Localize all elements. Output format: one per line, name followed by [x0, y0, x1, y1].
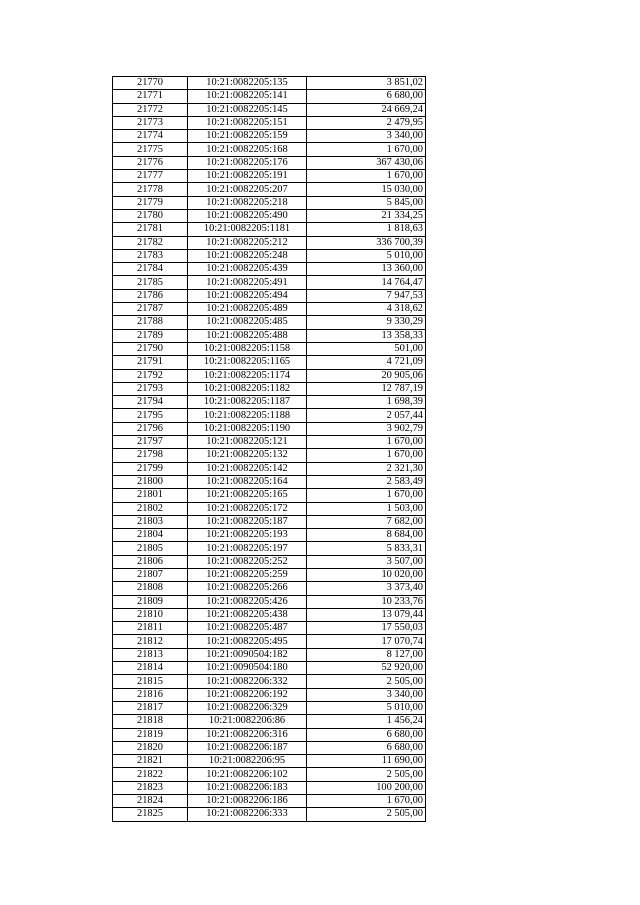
- cadastral-number-cell: 10:21:0082205:1174: [188, 369, 307, 382]
- row-number-cell: 21814: [113, 662, 188, 675]
- row-number-cell: 21786: [113, 289, 188, 302]
- cadastral-number-cell: 10:21:0082206:183: [188, 781, 307, 794]
- row-number-cell: 21808: [113, 582, 188, 595]
- value-cell: 367 430,06: [307, 156, 426, 169]
- value-cell: 5 010,00: [307, 249, 426, 262]
- row-number-cell: 21804: [113, 529, 188, 542]
- cadastral-number-cell: 10:21:0082205:132: [188, 449, 307, 462]
- value-cell: 17 070,74: [307, 635, 426, 648]
- row-number-cell: 21776: [113, 156, 188, 169]
- cadastral-number-cell: 10:21:0082205:121: [188, 436, 307, 449]
- value-cell: 14 764,47: [307, 276, 426, 289]
- table-row: [113, 555, 426, 568]
- cadastral-number-cell: 10:21:0082206:333: [188, 808, 307, 821]
- row-number-cell: 21795: [113, 409, 188, 422]
- row-number-cell: 21789: [113, 329, 188, 342]
- table-row: [113, 156, 426, 169]
- cadastral-number-cell: 10:21:0082205:494: [188, 289, 307, 302]
- value-cell: 13 079,44: [307, 608, 426, 621]
- value-cell: 336 700,39: [307, 236, 426, 249]
- cadastral-number-cell: 10:21:0082205:141: [188, 90, 307, 103]
- table-row: [113, 648, 426, 661]
- table-row: [113, 143, 426, 156]
- cadastral-number-cell: 10:21:0082205:487: [188, 622, 307, 635]
- value-cell: 8 127,00: [307, 648, 426, 661]
- row-number-cell: 21813: [113, 648, 188, 661]
- cadastral-number-cell: 10:21:0082206:332: [188, 675, 307, 688]
- row-number-cell: 21816: [113, 688, 188, 701]
- value-cell: 9 330,29: [307, 316, 426, 329]
- value-cell: 8 684,00: [307, 529, 426, 542]
- table-row: [113, 728, 426, 741]
- value-cell: 52 920,00: [307, 662, 426, 675]
- row-number-cell: 21809: [113, 595, 188, 608]
- cadastral-number-cell: 10:21:0082206:192: [188, 688, 307, 701]
- cadastral-number-cell: 10:21:0082205:145: [188, 103, 307, 116]
- cadastral-number-cell: 10:21:0082206:186: [188, 795, 307, 808]
- value-cell: 15 030,00: [307, 183, 426, 196]
- cadastral-number-cell: 10:21:0082205:191: [188, 170, 307, 183]
- value-cell: 1 818,63: [307, 223, 426, 236]
- table-row: [113, 342, 426, 355]
- value-cell: 100 200,00: [307, 781, 426, 794]
- table-row: [113, 781, 426, 794]
- cadastral-number-cell: 10:21:0082205:438: [188, 608, 307, 621]
- table-row: [113, 369, 426, 382]
- row-number-cell: 21805: [113, 542, 188, 555]
- value-cell: 1 503,00: [307, 502, 426, 515]
- value-cell: 3 851,02: [307, 77, 426, 90]
- value-cell: 24 669,24: [307, 103, 426, 116]
- row-number-cell: 21797: [113, 436, 188, 449]
- cadastral-number-cell: 10:21:0082205:489: [188, 303, 307, 316]
- table-row: [113, 622, 426, 635]
- cadastral-number-cell: 10:21:0082205:164: [188, 475, 307, 488]
- cadastral-number-cell: 10:21:0082205:439: [188, 263, 307, 276]
- row-number-cell: 21793: [113, 382, 188, 395]
- table-row: [113, 249, 426, 262]
- table-row: [113, 688, 426, 701]
- cadastral-number-cell: 10:21:0090504:180: [188, 662, 307, 675]
- value-cell: 4 721,09: [307, 356, 426, 369]
- row-number-cell: 21775: [113, 143, 188, 156]
- row-number-cell: 21820: [113, 741, 188, 754]
- table-row: [113, 755, 426, 768]
- table-row: [113, 675, 426, 688]
- row-number-cell: 21794: [113, 396, 188, 409]
- cadastral-number-cell: 10:21:0082205:212: [188, 236, 307, 249]
- cadastral-number-cell: 10:21:0082205:151: [188, 116, 307, 129]
- row-number-cell: 21781: [113, 223, 188, 236]
- cadastral-number-cell: 10:21:0082205:1182: [188, 382, 307, 395]
- row-number-cell: 21812: [113, 635, 188, 648]
- table-row: [113, 595, 426, 608]
- row-number-cell: 21780: [113, 209, 188, 222]
- table-body: [113, 77, 426, 822]
- value-cell: 20 905,06: [307, 369, 426, 382]
- cadastral-number-cell: 10:21:0082205:1181: [188, 223, 307, 236]
- table-row: [113, 462, 426, 475]
- value-cell: 1 670,00: [307, 436, 426, 449]
- table-row: [113, 263, 426, 276]
- value-cell: 3 902,79: [307, 422, 426, 435]
- table-row: [113, 808, 426, 821]
- table-row: [113, 130, 426, 143]
- cadastral-number-cell: 10:21:0082205:426: [188, 595, 307, 608]
- value-cell: 7 682,00: [307, 515, 426, 528]
- row-number-cell: 21806: [113, 555, 188, 568]
- cadastral-number-cell: 10:21:0082205:491: [188, 276, 307, 289]
- cadastral-number-cell: 10:21:0082205:193: [188, 529, 307, 542]
- table-row: [113, 409, 426, 422]
- table-row: [113, 795, 426, 808]
- table-row: [113, 103, 426, 116]
- row-number-cell: 21823: [113, 781, 188, 794]
- table-row: [113, 382, 426, 395]
- value-cell: 6 680,00: [307, 741, 426, 754]
- cadastral-number-cell: 10:21:0082205:187: [188, 515, 307, 528]
- row-number-cell: 21788: [113, 316, 188, 329]
- table-row: [113, 449, 426, 462]
- cadastral-number-cell: 10:21:0082205:495: [188, 635, 307, 648]
- value-cell: 12 787,19: [307, 382, 426, 395]
- row-number-cell: 21821: [113, 755, 188, 768]
- value-cell: 2 321,30: [307, 462, 426, 475]
- table-row: [113, 223, 426, 236]
- value-cell: 2 505,00: [307, 675, 426, 688]
- value-cell: 2 057,44: [307, 409, 426, 422]
- row-number-cell: 21807: [113, 568, 188, 581]
- cadastral-value-table: [112, 76, 426, 822]
- cadastral-number-cell: 10:21:0082205:1165: [188, 356, 307, 369]
- value-cell: 11 690,00: [307, 755, 426, 768]
- table-row: [113, 196, 426, 209]
- value-cell: 3 507,00: [307, 555, 426, 568]
- cadastral-number-cell: 10:21:0082205:159: [188, 130, 307, 143]
- table-row: [113, 329, 426, 342]
- cadastral-number-cell: 10:21:0082205:168: [188, 143, 307, 156]
- value-cell: 1 670,00: [307, 489, 426, 502]
- cadastral-number-cell: 10:21:0082206:102: [188, 768, 307, 781]
- table-row: [113, 116, 426, 129]
- cadastral-number-cell: 10:21:0082206:316: [188, 728, 307, 741]
- cadastral-number-cell: 10:21:0082205:1187: [188, 396, 307, 409]
- row-number-cell: 21811: [113, 622, 188, 635]
- value-cell: 1 670,00: [307, 795, 426, 808]
- cadastral-number-cell: 10:21:0082205:172: [188, 502, 307, 515]
- value-cell: 4 318,62: [307, 303, 426, 316]
- row-number-cell: 21800: [113, 475, 188, 488]
- table-row: [113, 396, 426, 409]
- row-number-cell: 21796: [113, 422, 188, 435]
- table-row: [113, 701, 426, 714]
- table-row: [113, 515, 426, 528]
- row-number-cell: 21818: [113, 715, 188, 728]
- table-row: [113, 209, 426, 222]
- value-cell: 6 680,00: [307, 90, 426, 103]
- cadastral-number-cell: 10:21:0082205:259: [188, 568, 307, 581]
- cadastral-number-cell: 10:21:0082205:485: [188, 316, 307, 329]
- row-number-cell: 21810: [113, 608, 188, 621]
- cadastral-number-cell: 10:21:0082205:252: [188, 555, 307, 568]
- value-cell: 10 020,00: [307, 568, 426, 581]
- cadastral-number-cell: 10:21:0082205:165: [188, 489, 307, 502]
- cadastral-number-cell: 10:21:0082205:1190: [188, 422, 307, 435]
- table-row: [113, 90, 426, 103]
- value-cell: 3 340,00: [307, 130, 426, 143]
- value-cell: 2 479,95: [307, 116, 426, 129]
- table-row: [113, 635, 426, 648]
- value-cell: 3 340,00: [307, 688, 426, 701]
- row-number-cell: 21819: [113, 728, 188, 741]
- table-row: [113, 276, 426, 289]
- value-cell: 1 670,00: [307, 143, 426, 156]
- value-cell: 1 698,39: [307, 396, 426, 409]
- cadastral-number-cell: 10:21:0082205:176: [188, 156, 307, 169]
- row-number-cell: 21802: [113, 502, 188, 515]
- row-number-cell: 21792: [113, 369, 188, 382]
- row-number-cell: 21790: [113, 342, 188, 355]
- row-number-cell: 21798: [113, 449, 188, 462]
- row-number-cell: 21774: [113, 130, 188, 143]
- value-cell: 5 845,00: [307, 196, 426, 209]
- value-cell: 1 456,24: [307, 715, 426, 728]
- table-row: [113, 568, 426, 581]
- table-row: [113, 289, 426, 302]
- table-row: [113, 183, 426, 196]
- table-row: [113, 422, 426, 435]
- cadastral-number-cell: 10:21:0082205:218: [188, 196, 307, 209]
- value-cell: 1 670,00: [307, 170, 426, 183]
- table-row: [113, 436, 426, 449]
- row-number-cell: 21771: [113, 90, 188, 103]
- table-row: [113, 768, 426, 781]
- value-cell: 1 670,00: [307, 449, 426, 462]
- table-row: [113, 502, 426, 515]
- row-number-cell: 21801: [113, 489, 188, 502]
- table-row: [113, 236, 426, 249]
- table-row: [113, 608, 426, 621]
- cadastral-number-cell: 10:21:0082205:197: [188, 542, 307, 555]
- cadastral-number-cell: 10:21:0082206:187: [188, 741, 307, 754]
- row-number-cell: 21825: [113, 808, 188, 821]
- table-row: [113, 529, 426, 542]
- value-cell: 3 373,40: [307, 582, 426, 595]
- row-number-cell: 21770: [113, 77, 188, 90]
- cadastral-number-cell: 10:21:0082205:207: [188, 183, 307, 196]
- value-cell: 501,00: [307, 342, 426, 355]
- cadastral-number-cell: 10:21:0082206:95: [188, 755, 307, 768]
- table-row: [113, 489, 426, 502]
- row-number-cell: 21779: [113, 196, 188, 209]
- cadastral-number-cell: 10:21:0090504:182: [188, 648, 307, 661]
- row-number-cell: 21783: [113, 249, 188, 262]
- row-number-cell: 21773: [113, 116, 188, 129]
- cadastral-number-cell: 10:21:0082205:490: [188, 209, 307, 222]
- value-cell: 21 334,25: [307, 209, 426, 222]
- table-row: [113, 542, 426, 555]
- cadastral-number-cell: 10:21:0082205:135: [188, 77, 307, 90]
- table-row: [113, 715, 426, 728]
- row-number-cell: 21815: [113, 675, 188, 688]
- table-row: [113, 662, 426, 675]
- table-row: [113, 170, 426, 183]
- row-number-cell: 21817: [113, 701, 188, 714]
- value-cell: 2 505,00: [307, 768, 426, 781]
- cadastral-number-cell: 10:21:0082205:266: [188, 582, 307, 595]
- value-cell: 6 680,00: [307, 728, 426, 741]
- cadastral-number-cell: 10:21:0082205:1188: [188, 409, 307, 422]
- value-cell: 5 010,00: [307, 701, 426, 714]
- table-row: [113, 356, 426, 369]
- cadastral-number-cell: 10:21:0082206:86: [188, 715, 307, 728]
- row-number-cell: 21772: [113, 103, 188, 116]
- cadastral-number-cell: 10:21:0082205:1158: [188, 342, 307, 355]
- row-number-cell: 21822: [113, 768, 188, 781]
- row-number-cell: 21782: [113, 236, 188, 249]
- table-row: [113, 741, 426, 754]
- row-number-cell: 21799: [113, 462, 188, 475]
- table-row: [113, 475, 426, 488]
- table-row: [113, 303, 426, 316]
- row-number-cell: 21784: [113, 263, 188, 276]
- cadastral-number-cell: 10:21:0082206:329: [188, 701, 307, 714]
- value-cell: 13 358,33: [307, 329, 426, 342]
- value-cell: 7 947,53: [307, 289, 426, 302]
- table-row: [113, 316, 426, 329]
- row-number-cell: 21778: [113, 183, 188, 196]
- table-row: [113, 582, 426, 595]
- row-number-cell: 21803: [113, 515, 188, 528]
- value-cell: 2 505,00: [307, 808, 426, 821]
- row-number-cell: 21787: [113, 303, 188, 316]
- value-cell: 2 583,49: [307, 475, 426, 488]
- table-row: [113, 77, 426, 90]
- row-number-cell: 21791: [113, 356, 188, 369]
- row-number-cell: 21777: [113, 170, 188, 183]
- row-number-cell: 21824: [113, 795, 188, 808]
- cadastral-number-cell: 10:21:0082205:488: [188, 329, 307, 342]
- value-cell: 10 233,76: [307, 595, 426, 608]
- row-number-cell: 21785: [113, 276, 188, 289]
- value-cell: 17 550,03: [307, 622, 426, 635]
- value-cell: 5 833,31: [307, 542, 426, 555]
- cadastral-number-cell: 10:21:0082205:248: [188, 249, 307, 262]
- value-cell: 13 360,00: [307, 263, 426, 276]
- cadastral-number-cell: 10:21:0082205:142: [188, 462, 307, 475]
